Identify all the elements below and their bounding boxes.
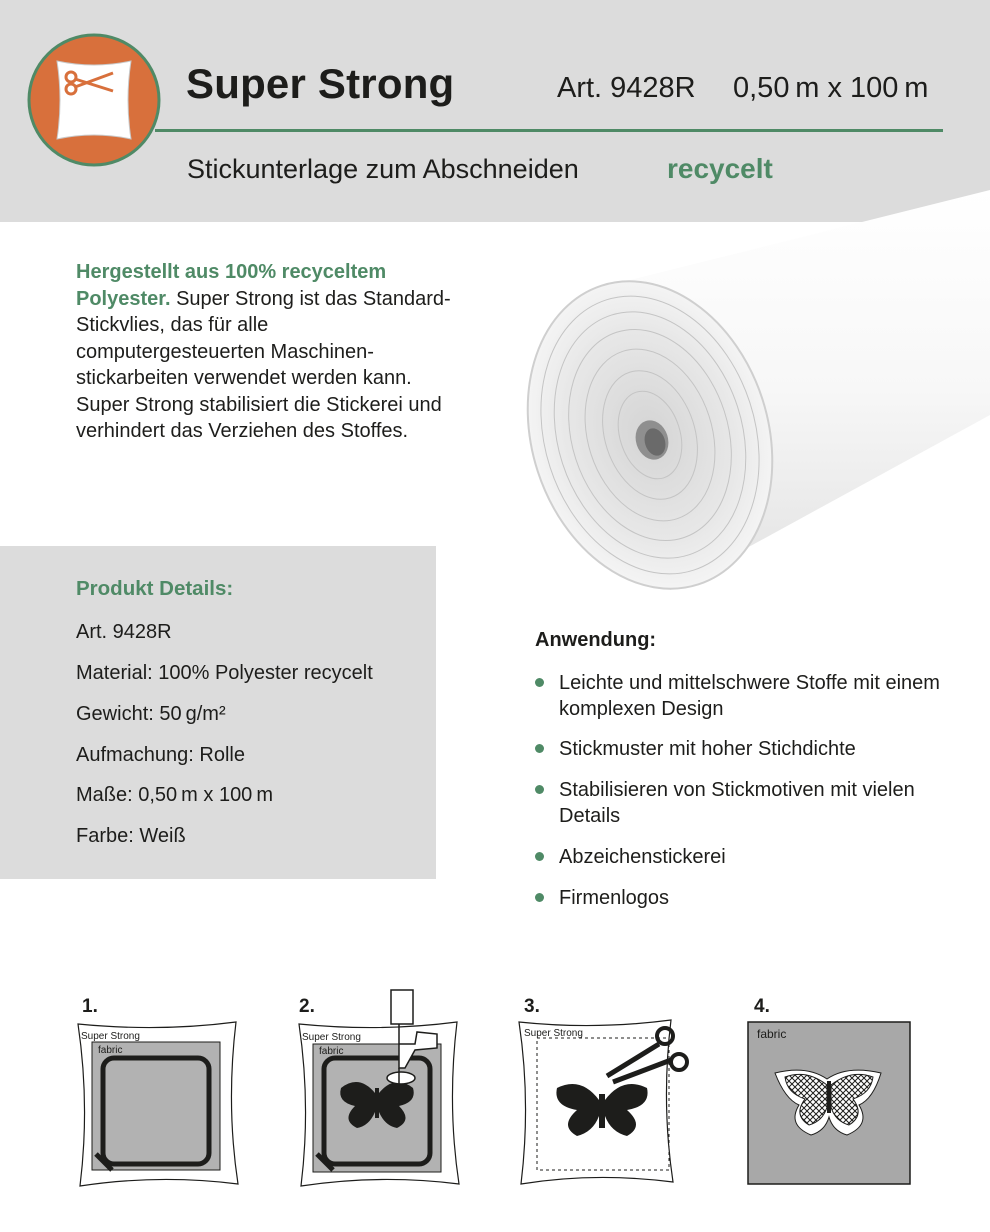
step-4-label-fabric: fabric bbox=[757, 1027, 787, 1041]
step-3-number: 3. bbox=[524, 996, 540, 1017]
bullet-icon bbox=[535, 785, 544, 794]
step-4-finished-illustration bbox=[747, 1021, 911, 1185]
intro-highlight: Hergestellt aus 100% recyceltem Polyester. bbox=[76, 261, 387, 310]
bullet-icon bbox=[535, 678, 544, 687]
step-2-number: 2. bbox=[299, 996, 315, 1017]
detail-dimensions: Maße: 0,50 m x 100 m bbox=[76, 784, 273, 806]
step-1-label-top: Super Strong bbox=[81, 1031, 140, 1042]
detail-packaging: Aufmachung: Rolle bbox=[76, 744, 245, 766]
product-size: 0,50 m x 100 m bbox=[733, 72, 929, 104]
detail-material: Material: 100% Polyester recycelt bbox=[76, 662, 373, 684]
detail-article: Art. 9428R bbox=[76, 621, 172, 643]
intro-body: Super Strong ist das Standard-Stickvlies, das für alle computergesteuerten Maschinenstickarbeiten verwendet werden kann. Super Strong stabilisiert die Stickerei und verhindert das Verziehen des Stoffes. bbox=[76, 287, 451, 442]
step-2-label-fabric: fabric bbox=[319, 1046, 344, 1057]
recycled-tag: recycelt bbox=[667, 153, 773, 184]
bullet-icon bbox=[535, 893, 544, 902]
application-item: Abzeichenstickerei bbox=[559, 846, 726, 868]
step-1-hoop-illustration bbox=[74, 1020, 244, 1190]
step-1-number: 1. bbox=[82, 996, 98, 1017]
detail-weight: Gewicht: 50 g/m² bbox=[76, 703, 226, 725]
application-item: Stabilisieren von Stickmotiven mit vielen Details bbox=[559, 779, 915, 827]
application-item: Leichte und mittelschwere Stoffe mit einem komplexen Design bbox=[559, 672, 940, 720]
header-divider bbox=[155, 129, 943, 132]
detail-color: Farbe: Weiß bbox=[76, 825, 186, 847]
step-3-label-top: Super Strong bbox=[524, 1028, 583, 1039]
details-title: Produkt Details: bbox=[76, 577, 234, 600]
scissors-cutaway-icon bbox=[27, 33, 161, 167]
step-4-number: 4. bbox=[754, 996, 770, 1017]
step-1-label-fabric: fabric bbox=[98, 1045, 123, 1056]
step-2-label-top: Super Strong bbox=[302, 1032, 361, 1043]
application-item: Stickmuster mit hoher Stichdichte bbox=[559, 738, 856, 760]
product-subtitle: Stickunterlage zum Abschneiden bbox=[187, 154, 579, 184]
application-title: Anwendung: bbox=[535, 629, 657, 651]
bullet-icon bbox=[535, 852, 544, 861]
step-2-embroidery-illustration bbox=[295, 988, 470, 1190]
intro-paragraph bbox=[76, 259, 456, 445]
article-number: Art. 9428R bbox=[557, 72, 696, 104]
bullet-icon bbox=[535, 744, 544, 753]
step-3-cutaway-illustration bbox=[515, 1016, 695, 1188]
stabilizer-roll-image bbox=[520, 185, 990, 615]
application-item: Firmenlogos bbox=[559, 887, 670, 909]
product-title: Super Strong bbox=[186, 60, 455, 107]
